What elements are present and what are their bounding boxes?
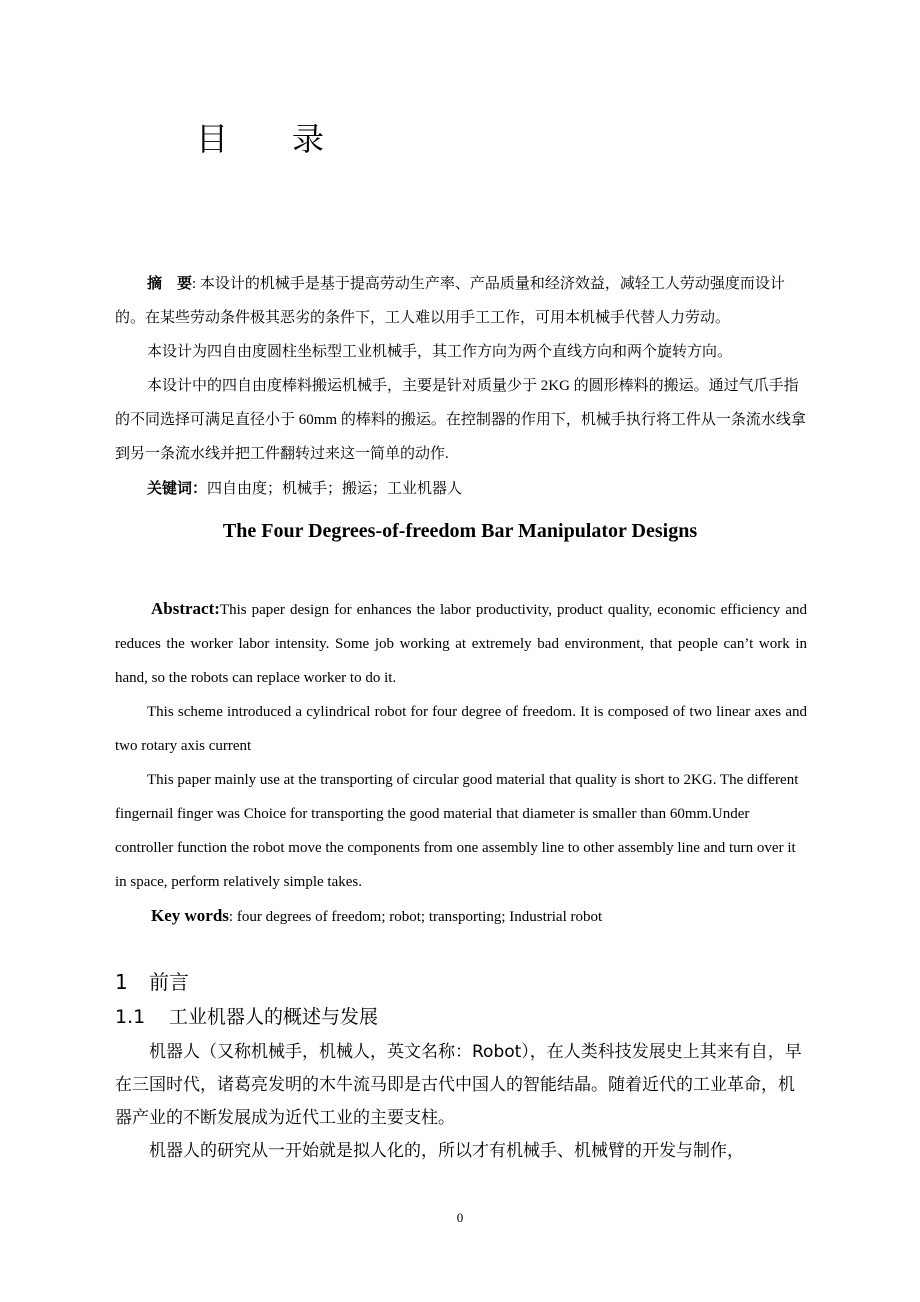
section-1-1-number: 1.1 (115, 1006, 146, 1028)
en-abstract-para-2: This scheme introduced a cylindrical robot for four degree of freedom. It is composed of two linear axes and two rotary axis current (115, 704, 807, 754)
en-keywords-line (115, 899, 807, 934)
en-keywords-label: Key words (151, 906, 229, 925)
cn-keywords-label: 关键词： (147, 479, 208, 497)
cn-abstract-para-3: 本设计中的四自由度棒料搬运机械手，主要是针对质量少于 2KG 的圆形棒料的搬运。通过气爪手指的不同选择可满足直径小于 60mm 的棒料的搬运。在控制器的作用下，机械手执行将工件从一条流水线拿到另一条流水线并把工件翻转过来这一简单的动作. (115, 378, 806, 462)
cn-abstract-para-1 (115, 266, 807, 335)
page-number: 0 (456, 1210, 464, 1225)
english-abstract (115, 592, 807, 934)
cn-abstract-label: 摘 要 (147, 274, 193, 292)
en-abstract-label: Abstract: (151, 599, 220, 618)
cn-keywords-line (115, 471, 807, 506)
toc-char-1: 目 (196, 121, 229, 157)
section-1-1-heading (115, 1002, 378, 1029)
section-1-heading (115, 966, 189, 995)
section-1-1-para-1: 机器人（又称机械手，机械人，英文名称：Robot），在人类科技发展史上其来有自，早在三国时代，诸葛亮发明的木牛流马即是古代中国人的智能结晶。随着近代的工业革命，机器产业的不断发展成为近代工业的主要支柱。 (115, 1042, 802, 1128)
section-1-title: 前言 (149, 970, 189, 994)
section-1-1-title: 工业机器人的概述与发展 (169, 1006, 379, 1028)
cn-keywords-text: 四自由度；机械手；搬运；工业机器人 (207, 481, 463, 497)
toc-char-2: 录 (292, 121, 325, 157)
cn-abstract-para-2: 本设计为四自由度圆柱坐标型工业机械手，其工作方向为两个直线方向和两个旋转方向。 (147, 344, 733, 360)
english-title: The Four Degrees-of-freedom Bar Manipulator Designs (222, 520, 698, 542)
cn-abstract-text-1: : 本设计的机械手是基于提高劳动生产率、产品质量和经济效益，减轻工人劳动强度而设计的。在某些劳动条件极其恶劣的条件下，工人难以用手工工作，可用本机械手代替人力劳动。 (115, 276, 785, 326)
en-abstract-para-1 (115, 592, 807, 695)
section-1-1-body (115, 1036, 807, 1168)
section-1-1-para-2: 机器人的研究从一开始就是拟人化的，所以才有机械手、机械臂的开发与制作， (149, 1141, 744, 1161)
en-keywords-text: : four degrees of freedom; robot; transporting; Industrial robot (228, 909, 603, 925)
toc-heading (196, 114, 324, 160)
en-abstract-para-3: This paper mainly use at the transporting of circular good material that quality is short to 2KG. The different fingernail finger was Choice for transporting the good material that diameter is smaller than 60mm.Under controller function the robot move the components from one assembly line to other assembly line and turn over it in space, perform relatively simple takes. (115, 772, 799, 890)
section-1-number: 1 (115, 970, 128, 994)
chinese-abstract (115, 266, 807, 506)
en-abstract-text-1: This paper design for enhances the labor productivity, product quality, economic efficiency and reduces the worker labor intensity. Some job working at extremely bad environment, that people can’t work in hand, so the robots can replace worker to do it. (115, 602, 807, 686)
